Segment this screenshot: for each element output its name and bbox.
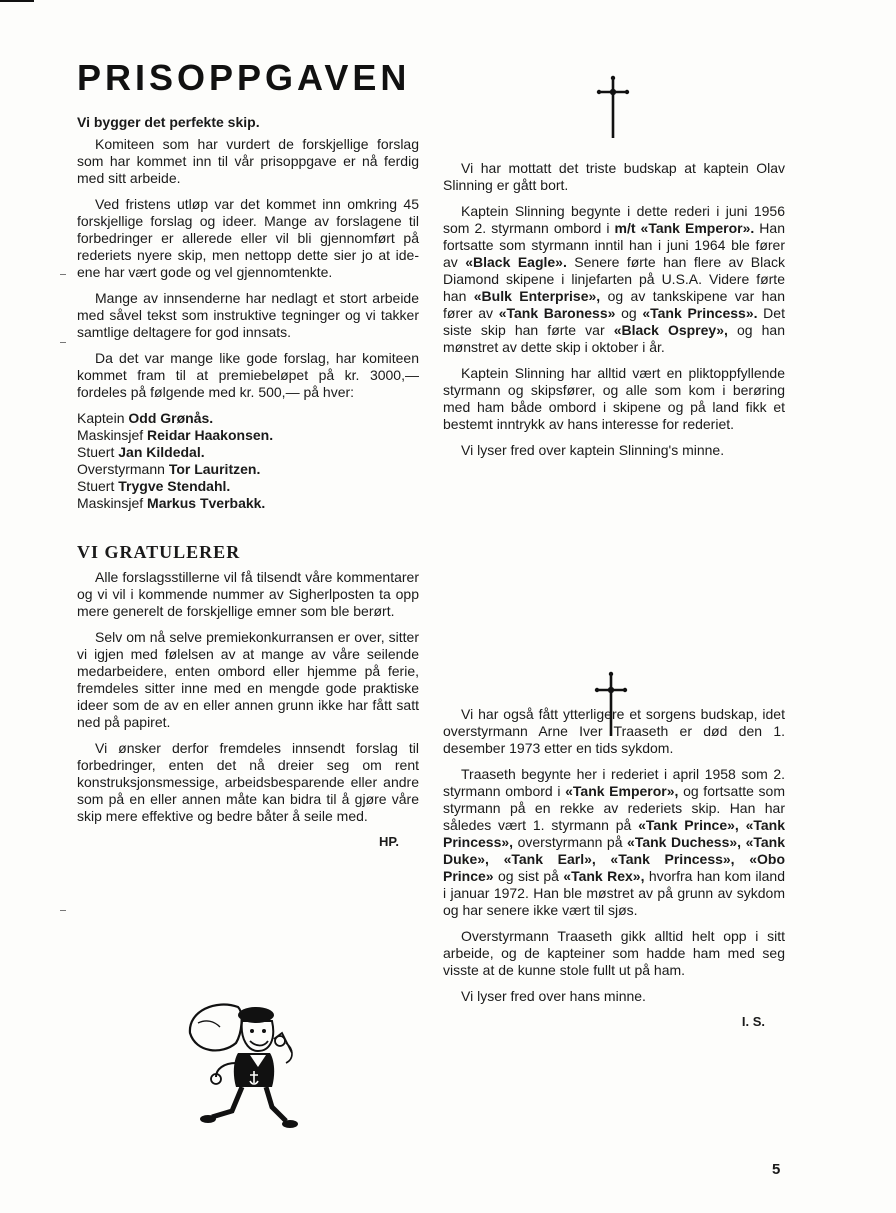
page-title: PRISOPPGAVEN (77, 57, 411, 98)
ship-name: m/t «Tank Emperor». (614, 220, 755, 236)
margin-mark (60, 342, 66, 343)
winner-item: Maskinsjef Markus Tverbakk. (77, 495, 266, 511)
left-column (77, 57, 419, 849)
paragraph: Da det var mange like gode forslag, har komiteen kommet fram til at premiebeløpet på kr. 3000,— fordeles på følgende med kr. 500,— på hver: (77, 350, 419, 400)
margin-mark (60, 910, 66, 911)
winner-item: Overstyrmann Tor Lauritzen. (77, 461, 261, 477)
sailor-boy-illustration (186, 993, 298, 1133)
ship-name: «Black Osprey», (613, 322, 728, 338)
section-title: VI GRATULERER (77, 542, 241, 562)
paragraph: Mange av innsenderne har nedlagt et stort arbeide med såvel tekst som instruktive tegninger og vi takker samtlige deltagere for god innsats. (77, 290, 419, 340)
ship-name: «Black Eagle». (465, 254, 567, 270)
page-number: 5 (772, 1161, 781, 1178)
page-subtitle: Vi bygger det perfekte skip. (77, 114, 260, 130)
corner-crop-mark (0, 0, 34, 2)
winner-item: Kaptein Odd Grønås. (77, 410, 214, 426)
paragraph: Vi lyser fred over hans minne. (461, 988, 646, 1004)
ship-name: «Tank Baroness» (498, 305, 616, 321)
right-column (443, 160, 785, 1029)
signature-is: I. S. (741, 1014, 765, 1029)
margin-mark (60, 274, 66, 275)
ship-name: «Bulk Enterprise», (473, 288, 601, 304)
paragraph: Selv om nå selve premiekonkurransen er over, sitter vi igjen med følelsen av at mange av våre seilende medarbeidere, enten ombord eller hjemme på ferie, fremdeles sitter inne med en mengde gode praktiske ideer som de av en eller annen grunn ikke har fått satt ned på papiret. (77, 629, 419, 730)
paragraph: Alle forslagsstillerne vil få tilsendt våre kommentarer og vi vil i kommende nummer av Sigherlposten ta opp mere generelt de forskjellige emner som ble berørt. (77, 569, 419, 619)
ship-name: «Tank Rex», (563, 868, 645, 884)
paragraph: Komiteen som har vurdert de forskjellige forslag som har kommet inn til vår prisoppgave er nå ferdig med sitt arbeide. (77, 136, 419, 186)
winner-item: Stuert Trygve Stendahl. (77, 478, 231, 494)
memorial-cross-icon (596, 74, 630, 140)
ship-name: «Tank Prince», «Tank Princess», (443, 817, 785, 850)
paragraph: Kaptein Slinning har alltid vært en pliktoppfyllende styrmann og skipsfører, og alle som kom i berøring med ham både ombord i skipene og på land fikk et bestemt inntrykk av hans interesse for rederiet. (443, 365, 785, 432)
paragraph: Ved fristens utløp var det kommet inn omkring 45 forskjellige forslag og ideer. Mange av forslagene til forbedringer er allerede eller vil bli gjennomført på rederiets nyere skip, men nettopp dette sier jo at ideene har vært gode og vel gjennomtenkte. (77, 196, 419, 280)
ship-name: «Tank Duchess», «Tank Duke», «Tank Earl», «Tank Princess», «Obo Prince» (443, 834, 785, 884)
paragraph: Traaseth begynte her i rederiet i april 1958 som 2. styrmann ombord i «Tank Emperor», og fortsatte som styrmann på en rekke av rederiets skip. Han har således vært 1. styrmann på «Tank Prince», «Tank Princess», overstyrmann på «Tank Duchess», «Tank Duke», «Tank Earl», «Tank Princess», «Obo Prince» og sist på «Tank Rex», hvorfra han kom iland i januar 1972. Han ble møstret av på grunn av sykdom og har senere ikke vært til sjøs. (443, 766, 785, 918)
paragraph: Vi har også fått ytterligere et sorgens budskap, idet overstyrmann Arne Iver Traaseth er død den 1. desember 1973 etter en tids sykdom. (443, 706, 785, 756)
paragraph: Vi har mottatt det triste budskap at kaptein Olav Slinning er gått bort. (443, 160, 785, 193)
paragraph: Vi ønsker derfor fremdeles innsendt forslag til forbedringer, enten det nå dreier seg om rent konstruksjonsmessige, arbeidsbesparende eller andre som på en eller annen måte kan bidra til å gjøre våre skip mere effektive og bedre båter å seile med. (77, 740, 419, 824)
ship-name: «Tank Emperor», (565, 783, 679, 799)
winner-item: Stuert Jan Kildedal. (77, 444, 205, 460)
paragraph: Vi lyser fred over kaptein Slinning's minne. (461, 442, 725, 458)
ship-name: «Tank Princess». (642, 305, 758, 321)
winner-list (77, 410, 419, 512)
paragraph: Overstyrmann Traaseth gikk alltid helt opp i sitt arbeide, og de kapteiner som hadde ham med seg visste at de kunne stole fullt ut på ham. (443, 928, 785, 978)
paragraph: Kaptein Slinning begynte i dette rederi i juni 1956 som 2. styrmann ombord i m/t «Tank Emperor». Han fortsatte som styrmann inntil han i juni 1964 ble fører av «Black Eagle». Senere førte han flere av Black Diamond skipene i linjefarten på U.S.A. Videre førte han «Bulk Enterprise», og av tankskipene var han fører av «Tank Baroness» og «Tank Princess». Det siste skip han førte var «Black Osprey», og han mønstret av dette skip i oktober i år. (443, 203, 785, 355)
winner-item: Maskinsjef Reidar Haakonsen. (77, 427, 274, 443)
signature-hp: HP. (379, 834, 399, 849)
